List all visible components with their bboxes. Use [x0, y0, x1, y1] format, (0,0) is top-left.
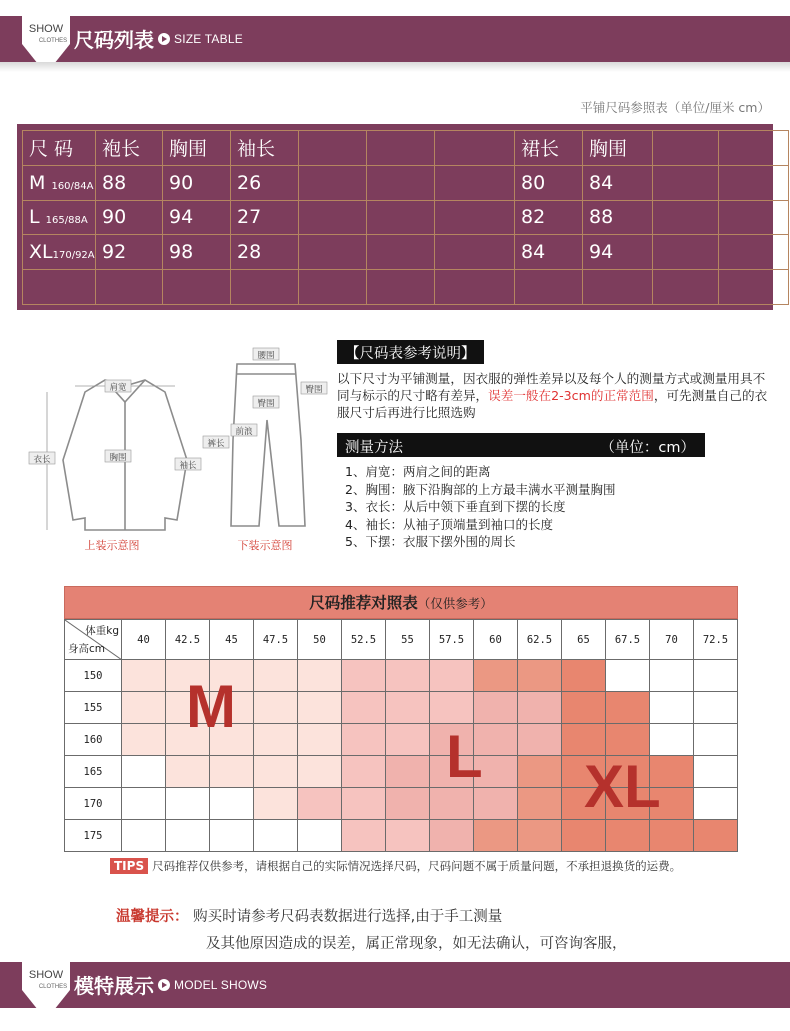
recommendation-cell	[430, 660, 474, 692]
recommendation-cell	[518, 756, 562, 788]
weight-header-cell: 57.5	[430, 620, 474, 660]
sleeve-value: 26	[231, 165, 299, 200]
robe-length-value: 90	[96, 200, 163, 235]
recommendation-cell	[342, 660, 386, 692]
recommendation-cell	[562, 724, 606, 756]
recommendation-cell	[166, 756, 210, 788]
recommendation-cell	[210, 820, 254, 852]
method-item: 2、胸围：腋下沿胸部的上方最丰满水平测量胸围	[345, 481, 616, 497]
height-row	[65, 660, 738, 692]
warm-label: 温馨提示：	[116, 909, 189, 925]
recommendation-cell	[122, 724, 166, 756]
recommendation-cell	[386, 788, 430, 820]
height-row	[65, 692, 738, 724]
recommendation-cell	[606, 692, 650, 724]
header-size: 尺 码	[23, 131, 96, 166]
rec-title: 尺码推荐对照表（仅供参考）	[64, 586, 738, 619]
label-crotch: 前浪	[235, 427, 253, 437]
rec-title-note: （仅供参考）	[417, 596, 493, 611]
skirt-length-value: 84	[515, 235, 583, 270]
arrow-right-icon	[158, 33, 170, 45]
recommendation-cell	[430, 692, 474, 724]
method-title: 测量方法	[345, 440, 403, 456]
robe-chest-value: 98	[163, 235, 231, 270]
recommendation-cell	[386, 692, 430, 724]
skirt-chest-value: 84	[583, 165, 653, 200]
recommendation-cell	[386, 660, 430, 692]
recommendation-cell	[254, 756, 298, 788]
size-spec: 160/84A	[51, 180, 94, 192]
header-robe-length: 袍长	[96, 131, 163, 166]
recommendation-cell	[298, 756, 342, 788]
header-sleeve: 袖长	[231, 131, 299, 166]
recommendation-cell	[518, 724, 562, 756]
recommendation-cell	[210, 788, 254, 820]
weight-header-cell: 50	[298, 620, 342, 660]
recommendation-cell	[254, 820, 298, 852]
recommendation-cell	[606, 724, 650, 756]
robe-chest-value: 94	[163, 200, 231, 235]
recommendation-cell	[606, 660, 650, 692]
measurement-diagram	[25, 340, 335, 560]
recommendation-cell	[518, 820, 562, 852]
label-hip-side: 臀围	[257, 399, 275, 409]
method-item: 5、下摆：衣服下摆外围的周长	[345, 534, 516, 549]
recommendation-cell	[518, 660, 562, 692]
recommendation-cell	[254, 788, 298, 820]
corner-cell	[65, 620, 122, 660]
recommendation-cell	[342, 756, 386, 788]
explain-description: 以下尺寸为平铺测量，因衣服的弹性差异以及每个人的测量方式或测量用具不同与标示的尺寸略有差异，误差一般在2-3cm的正常范围，可先测量自己的衣服尺寸后再进行比照选购	[337, 371, 768, 420]
recommendation-cell	[474, 692, 518, 724]
recommendation-cell	[342, 820, 386, 852]
size-label: L	[29, 206, 40, 229]
badge-line2: CLOTHES	[38, 38, 68, 44]
recommendation-cell	[254, 660, 298, 692]
skirt-length-value: 80	[515, 165, 583, 200]
size-label: XL	[29, 241, 53, 264]
recommendation-cell	[298, 724, 342, 756]
recommendation-cell	[386, 756, 430, 788]
weight-header-cell: 47.5	[254, 620, 298, 660]
weight-header-cell: 55	[386, 620, 430, 660]
banner-title: 尺码列表	[74, 28, 154, 52]
recommendation-cell	[562, 692, 606, 724]
recommendation-cell	[122, 660, 166, 692]
weight-header-cell: 72.5	[694, 620, 738, 660]
recommendation-cell	[254, 724, 298, 756]
method-item: 4、袖长：从袖子顶端量到袖口的长度	[345, 516, 553, 532]
size-xl-mark: XL	[584, 753, 661, 820]
weight-header-cell: 67.5	[606, 620, 650, 660]
height-label-cell: 150	[65, 660, 122, 692]
size-table	[17, 124, 773, 310]
recommendation-cell	[474, 660, 518, 692]
skirt-length-value: 82	[515, 200, 583, 235]
size-spec: 165/88A	[45, 215, 88, 227]
size-row	[23, 235, 789, 270]
size-header-row	[23, 131, 789, 166]
method-item: 3、衣长：从后中领下垂直到下摆的长度	[345, 499, 566, 514]
error-range-note: 误差一般在2-3cm的正常范围	[488, 388, 654, 403]
recommendation-cell	[650, 724, 694, 756]
weight-header-cell: 65	[562, 620, 606, 660]
robe-length-value: 88	[96, 165, 163, 200]
label-length: 衣长	[33, 455, 51, 465]
unit-note: 平铺尺码参照表（单位/厘米 cm）	[580, 100, 770, 115]
skirt-chest-value: 88	[583, 200, 653, 235]
recommendation-cell	[298, 660, 342, 692]
recommendation-cell	[518, 692, 562, 724]
size-row	[23, 200, 789, 235]
recommendation-cell	[122, 788, 166, 820]
top-caption: 上装示意图	[84, 539, 140, 552]
recommendation-cell	[562, 660, 606, 692]
size-spec: 170/92A	[52, 250, 95, 262]
banner-subtitle: SIZE TABLE	[174, 32, 243, 46]
recommendation-cell	[430, 820, 474, 852]
method-header	[337, 433, 705, 457]
recommendation-cell	[650, 820, 694, 852]
recommendation-cell	[342, 788, 386, 820]
size-row	[23, 165, 789, 200]
weight-header-cell: 45	[210, 620, 254, 660]
label-waist: 腰围	[257, 351, 275, 361]
model-shows-banner	[0, 962, 790, 1008]
tips-tag: TIPS	[110, 858, 148, 874]
size-empty-row	[23, 270, 789, 305]
recommendation-cell	[694, 788, 738, 820]
size-m-mark: M	[186, 673, 236, 740]
weight-header-cell: 70	[650, 620, 694, 660]
height-label-cell: 170	[65, 788, 122, 820]
height-row	[65, 724, 738, 756]
recommendation-cell	[166, 788, 210, 820]
height-label-cell: 175	[65, 820, 122, 852]
recommendation-cell	[694, 756, 738, 788]
warm-line2: 及其他原因造成的误差，属正常现象，如无法确认，可咨询客服，	[206, 936, 627, 952]
recommendation-cell	[694, 724, 738, 756]
corner-height-label: 身高cm	[68, 643, 106, 655]
sleeve-value: 28	[231, 235, 299, 270]
recommendation-cell	[210, 756, 254, 788]
badge-line2: CLOTHES	[38, 984, 68, 990]
height-label-cell: 155	[65, 692, 122, 724]
recommendation-cell	[166, 820, 210, 852]
header-skirt-length: 裙长	[515, 131, 583, 166]
weight-header-cell: 52.5	[342, 620, 386, 660]
tips-note	[110, 858, 681, 874]
label-sleeve: 袖长	[179, 461, 197, 471]
measurement-explanation	[337, 340, 777, 551]
recommendation-cell	[298, 788, 342, 820]
recommendation-cell	[254, 692, 298, 724]
arrow-right-icon	[158, 979, 170, 991]
banner-subtitle: MODEL SHOWS	[174, 978, 268, 992]
method-list	[337, 463, 777, 551]
recommendation-cell	[122, 692, 166, 724]
banner-title: 模特展示	[74, 974, 154, 998]
weight-header-row	[65, 620, 738, 660]
weight-header-cell: 42.5	[166, 620, 210, 660]
size-l-mark: L	[446, 723, 483, 790]
label-shoulder: 肩宽	[109, 383, 127, 393]
recommendation-cell	[474, 820, 518, 852]
label-pants-length: 裤长	[207, 439, 225, 449]
recommendation-cell	[694, 660, 738, 692]
robe-chest-value: 90	[163, 165, 231, 200]
label-hip: 臀围	[305, 385, 323, 395]
skirt-chest-value: 94	[583, 235, 653, 270]
corner-weight-label: 体重kg	[85, 625, 119, 637]
garment-illustration	[25, 340, 335, 560]
recommendation-cell	[298, 692, 342, 724]
recommendation-cell	[298, 820, 342, 852]
method-unit: （单位：cm）	[600, 440, 695, 456]
recommendation-cell	[694, 692, 738, 724]
recommendation-cell	[342, 692, 386, 724]
size-table-banner	[0, 16, 790, 62]
height-label-cell: 160	[65, 724, 122, 756]
explain-tag: 【尺码表参考说明】	[337, 340, 484, 364]
header-skirt-chest: 胸围	[583, 131, 653, 166]
recommendation-cell	[562, 820, 606, 852]
method-item: 1、肩宽：两肩之间的距离	[345, 464, 491, 479]
recommendation-cell	[606, 820, 650, 852]
robe-length-value: 92	[96, 235, 163, 270]
recommendation-cell	[650, 660, 694, 692]
size-label: M	[29, 171, 46, 194]
warm-reminder	[116, 904, 627, 958]
recommendation-cell	[386, 724, 430, 756]
badge-line1: SHOW	[28, 23, 64, 35]
recommendation-cell	[122, 756, 166, 788]
recommendation-cell	[386, 820, 430, 852]
height-row	[65, 820, 738, 852]
weight-header-cell: 40	[122, 620, 166, 660]
weight-header-cell: 62.5	[518, 620, 562, 660]
badge-line1: SHOW	[28, 969, 64, 981]
warm-line1: 购买时请参考尺码表数据进行选择,由于手工测量	[193, 909, 503, 925]
label-chest: 胸围	[109, 453, 127, 463]
header-robe-chest: 胸围	[163, 131, 231, 166]
recommendation-cell	[430, 788, 474, 820]
sleeve-value: 27	[231, 200, 299, 235]
weight-header-cell: 60	[474, 620, 518, 660]
recommendation-cell	[694, 820, 738, 852]
recommendation-cell	[518, 788, 562, 820]
bottom-caption: 下装示意图	[237, 539, 293, 552]
recommendation-cell	[122, 820, 166, 852]
recommendation-cell	[474, 788, 518, 820]
recommendation-cell	[342, 724, 386, 756]
size-recommendation-table	[64, 586, 738, 852]
height-label-cell: 165	[65, 756, 122, 788]
tips-text: 尺码推荐仅供参考，请根据自己的实际情况选择尺码，尺码问题不属于质量问题，不承担退换货的运费。	[152, 859, 682, 873]
recommendation-cell	[650, 692, 694, 724]
show-clothes-badge	[22, 962, 70, 1020]
